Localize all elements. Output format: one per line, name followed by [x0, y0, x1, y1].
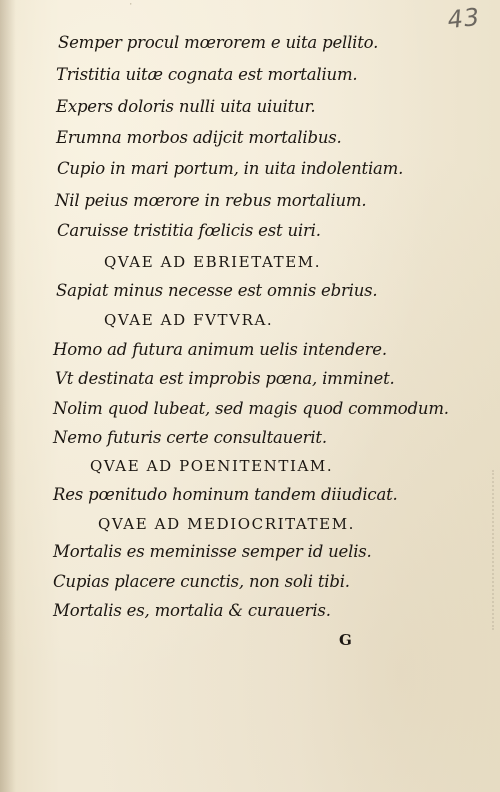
- text-line: Sapiat minus necesse est omnis ebrius.: [56, 281, 378, 300]
- text-line: Mortalis es, mortalia & curaueris.: [53, 601, 331, 620]
- text-line: Tristitia uitæ cognata est mortalium.: [56, 65, 358, 84]
- text-line: Caruisse tristitia fœlicis est uiri.: [57, 221, 321, 240]
- text-line: Semper procul mœrorem e uita pellito.: [58, 33, 379, 52]
- spine-shadow: [0, 0, 16, 792]
- ink-smudge-mark: ˙: [128, 2, 134, 15]
- folio-number: 43: [446, 2, 482, 35]
- section-heading: QVAE AD MEDIOCRITATEM.: [98, 515, 356, 533]
- text-line: Nolim quod lubeat, sed magis quod commodum.: [53, 399, 449, 418]
- text-line: Erumna morbos adijcit mortalibus.: [56, 128, 342, 147]
- text-line: Cupio in mari portum, in uita indolentiam.: [57, 159, 404, 178]
- text-line: Nemo futuris certe consultauerit.: [53, 428, 327, 447]
- text-line: Nil peius mœrore in rebus mortalium.: [55, 191, 367, 210]
- text-line: Cupias placere cunctis, non soli tibi.: [53, 572, 350, 591]
- edge-bleed-marks: [488, 470, 494, 630]
- text-line: Vt destinata est improbis pœna, imminet.: [55, 369, 395, 388]
- signature-mark: G: [339, 631, 352, 649]
- section-heading: QVAE AD EBRIETATEM.: [104, 253, 322, 271]
- text-line: Mortalis es meminisse semper id uelis.: [53, 542, 372, 561]
- section-heading: QVAE AD POENITENTIAM.: [90, 457, 334, 475]
- text-line: Res pœnitudo hominum tandem diiudicat.: [53, 485, 398, 504]
- section-heading: QVAE AD FVTVRA.: [104, 311, 274, 329]
- text-line: Expers doloris nulli uita uiuitur.: [56, 97, 316, 116]
- text-line: Homo ad futura animum uelis intendere.: [53, 340, 387, 359]
